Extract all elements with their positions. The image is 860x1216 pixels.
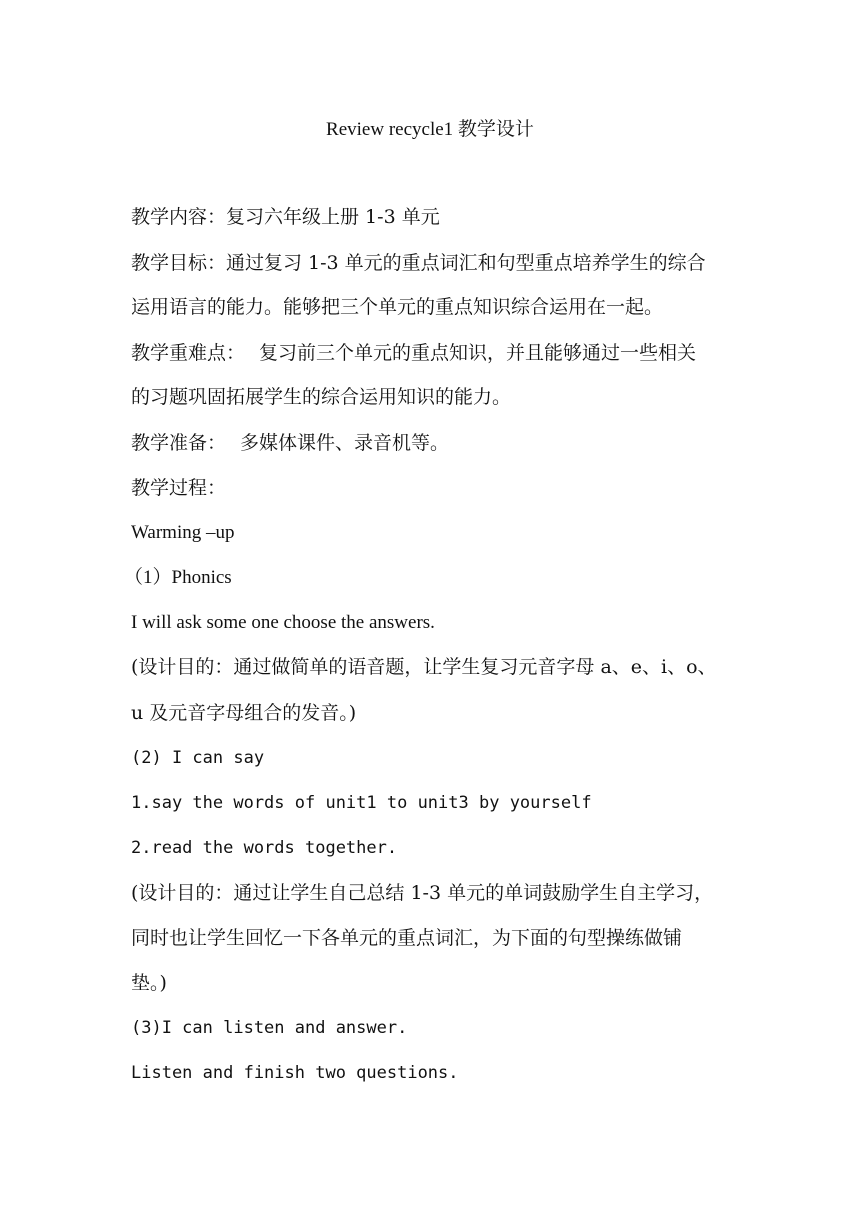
phonics-purpose-line-2: u 及元音字母组合的发音。) (131, 702, 357, 724)
i-can-say-step-1: 1.say the words of unit1 to unit3 by yourself (131, 793, 592, 813)
document-title: Review recycle1 教学设计 (326, 119, 534, 140)
i-can-say-step-2: 2.read the words together. (131, 838, 398, 858)
teaching-difficulties-line-1 (131, 339, 696, 367)
teaching-difficulties-label: 教学重难点： (131, 342, 246, 364)
listen-heading: (3)I can listen and answer. (131, 1018, 408, 1038)
teaching-content (131, 203, 440, 231)
teaching-goals-line-2: 运用语言的能力。能够把三个单元的重点知识综合运用在一起。 (131, 296, 664, 318)
i-can-say-purpose-line-1: (设计目的：通过让学生自己总结 1-3 单元的单词鼓励学生自主学习， (131, 882, 714, 904)
teaching-goals-line-1: 教学目标：通过复习 1-3 单元的重点词汇和句型重点培养学生的综合 (131, 252, 706, 274)
teaching-difficulties-line-2: 的习题巩固拓展学生的综合运用知识的能力。 (131, 386, 512, 408)
teaching-difficulties-text: 复习前三个单元的重点知识，并且能够通过一些相关 (259, 342, 697, 364)
teaching-content-label: 教学内容： (131, 206, 227, 228)
listen-instruction: Listen and finish two questions. (131, 1063, 459, 1083)
teaching-preparation-value: 多媒体课件、录音机等。 (240, 432, 450, 454)
teaching-process-label: 教学过程： (131, 477, 227, 499)
teaching-preparation (131, 429, 449, 457)
phonics-purpose-line-1: (设计目的：通过做简单的语音题，让学生复习元音字母 a、e、i、o、 (131, 656, 717, 678)
warmup-heading: Warming –up (131, 522, 235, 543)
phonics-heading: （1）Phonics (124, 567, 232, 588)
i-can-say-purpose-line-3: 垫。) (131, 972, 167, 994)
i-can-say-purpose-line-2: 同时也让学生回忆一下各单元的重点词汇，为下面的句型操练做铺 (131, 927, 683, 949)
teaching-preparation-label: 教学准备： (131, 432, 227, 454)
phonics-instruction: I will ask some one choose the answers. (131, 612, 435, 633)
i-can-say-heading: (2) I can say (131, 748, 265, 768)
teaching-content-value: 复习六年级上册 1-3 单元 (226, 206, 440, 228)
